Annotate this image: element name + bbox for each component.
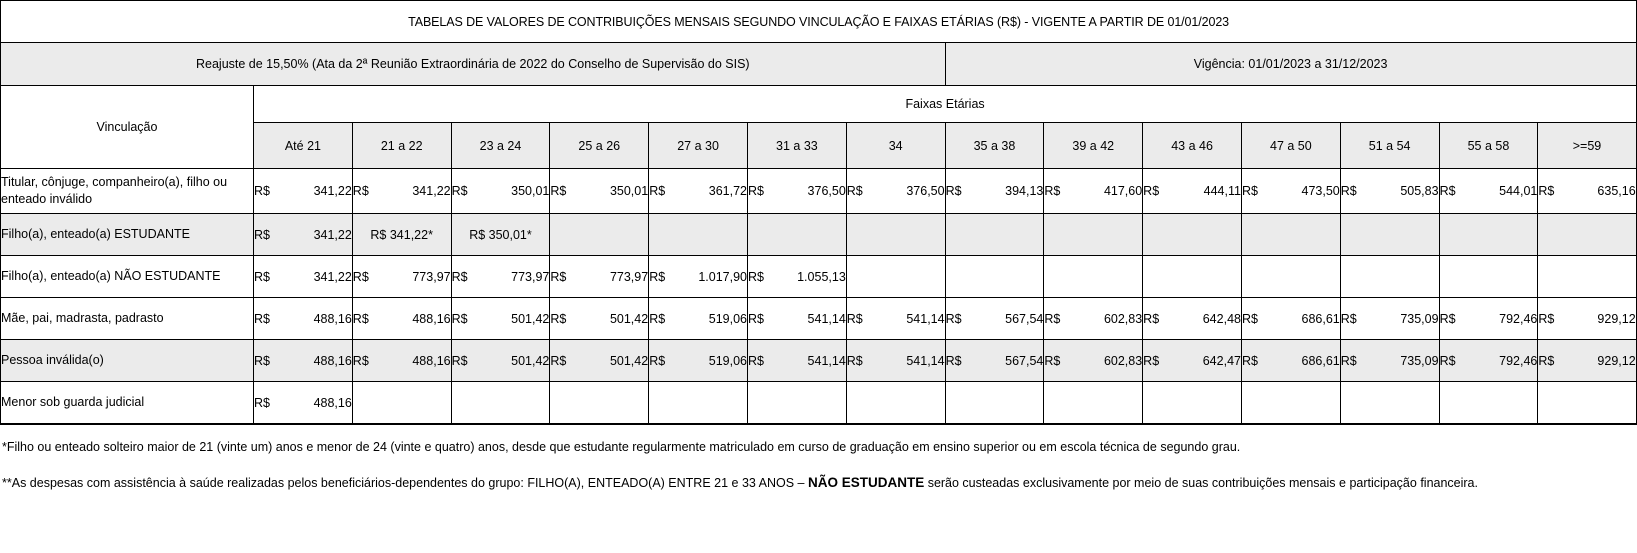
amount: 361,72 <box>708 184 747 198</box>
amount: 735,09 <box>1400 353 1439 368</box>
value-cell <box>1538 298 1637 340</box>
value-cell <box>1143 169 1242 214</box>
currency-symbol: R$ <box>747 184 764 198</box>
amount: 773,97 <box>609 269 649 284</box>
currency-symbol: R$ <box>1143 184 1160 198</box>
amount: 488,16 <box>313 311 352 326</box>
value-cell-empty <box>747 382 846 425</box>
row-label: Mãe, pai, madrasta, padrasto <box>1 298 254 340</box>
amount: 567,54 <box>1005 311 1044 326</box>
value-cell <box>550 340 649 382</box>
amount: 488,16 <box>412 311 451 326</box>
age-band-header-12: 55 a 58 <box>1439 123 1538 169</box>
amount: 602,83 <box>1103 311 1143 326</box>
value-cell-empty <box>1241 256 1340 298</box>
currency-symbol: R$ <box>649 353 666 368</box>
value-cell-empty <box>649 382 748 425</box>
currency-symbol: R$ <box>451 184 468 198</box>
value-cell <box>1241 298 1340 340</box>
currency-symbol: R$ <box>550 311 567 326</box>
amount: 417,60 <box>1103 184 1143 198</box>
amount: 341,22 <box>313 227 352 242</box>
row-label: Menor sob guarda judicial <box>1 382 254 425</box>
currency-symbol: R$ <box>945 311 962 326</box>
value-cell <box>550 256 649 298</box>
currency-symbol: R$ <box>550 184 567 198</box>
value-cell-empty <box>1143 256 1242 298</box>
amount: 792,46 <box>1499 353 1538 368</box>
currency-symbol: R$ <box>451 311 468 326</box>
footnote-2-suffix: serão custeadas exclusivamente por meio de suas contribuições mensais e participação financeira. <box>924 476 1478 491</box>
currency-symbol: R$ <box>352 311 369 326</box>
value-cell <box>1340 340 1439 382</box>
amount: 541,14 <box>807 311 846 326</box>
amount: 505,83 <box>1400 184 1439 198</box>
value-cell <box>451 169 550 214</box>
currency-symbol: R$ <box>1340 184 1357 198</box>
value-cell <box>747 169 846 214</box>
amount: 635,16 <box>1597 184 1636 198</box>
value-cell-empty <box>846 382 945 425</box>
currency-symbol: R$ <box>1439 353 1456 368</box>
value-cell <box>254 256 353 298</box>
title-row <box>1 1 1637 43</box>
value-cell: R$ 350,01* <box>451 214 550 256</box>
amount: 488,16 <box>412 353 451 368</box>
adjustment-note: Reajuste de 15,50% (Ata da 2ª Reunião Extraordinária de 2022 do Conselho de Supervisão do SIS) <box>1 43 946 86</box>
amount: 350,01 <box>511 184 550 198</box>
footnote-2-prefix: **As despesas com assistência à saúde realizadas pelos beneficiários-dependentes do grupo: FILHO(A), ENTEADO(A) ENTRE 21 e 33 ANOS – <box>2 476 808 491</box>
currency-symbol: R$ <box>352 353 369 368</box>
currency-symbol: R$ <box>747 311 764 326</box>
value-cell-empty <box>1044 256 1143 298</box>
value-cell-empty <box>1143 214 1242 256</box>
footnotes-block <box>0 428 1637 494</box>
value-cell <box>1241 340 1340 382</box>
amount: 686,61 <box>1301 311 1340 326</box>
value-cell-empty <box>1340 256 1439 298</box>
amount: 376,50 <box>906 184 945 198</box>
currency-symbol: R$ <box>1538 353 1555 368</box>
amount: 350,01 <box>609 184 649 198</box>
value-cell <box>1143 340 1242 382</box>
amount: 773,97 <box>412 269 451 284</box>
value-cell-empty <box>1538 256 1637 298</box>
validity-period: Vigência: 01/01/2023 a 31/12/2023 <box>945 43 1637 86</box>
value-cell <box>747 340 846 382</box>
amount: 341,22 <box>313 269 352 284</box>
amount: 501,42 <box>609 311 649 326</box>
value-cell <box>747 298 846 340</box>
value-cell-empty <box>846 256 945 298</box>
amount: 501,42 <box>511 311 550 326</box>
value-cell <box>1439 169 1538 214</box>
age-band-header-1: 21 a 22 <box>352 123 451 169</box>
amount: 501,42 <box>511 353 550 368</box>
amount: 567,54 <box>1005 353 1044 368</box>
currency-symbol: R$ <box>1538 311 1555 326</box>
currency-symbol: R$ <box>1044 184 1061 198</box>
value-cell-empty <box>1538 382 1637 425</box>
value-cell <box>254 169 353 214</box>
currency-symbol: R$ <box>747 353 764 368</box>
value-cell <box>649 256 748 298</box>
currency-symbol: R$ <box>1340 353 1357 368</box>
amount: 473,50 <box>1301 184 1340 198</box>
amount: 929,12 <box>1597 353 1636 368</box>
value-cell <box>846 340 945 382</box>
value-cell <box>451 298 550 340</box>
value-cell-empty <box>1044 382 1143 425</box>
value-cell <box>1044 298 1143 340</box>
amount: 488,16 <box>313 395 352 410</box>
amount: 541,14 <box>906 353 945 368</box>
currency-symbol: R$ <box>846 353 863 368</box>
currency-symbol: R$ <box>1340 311 1357 326</box>
currency-symbol: R$ <box>254 353 270 368</box>
value-cell <box>352 169 451 214</box>
table-row <box>1 256 1637 298</box>
column-header-vinculacao: Vinculação <box>1 86 254 169</box>
header-group-row <box>1 86 1637 123</box>
value-cell-empty <box>945 214 1044 256</box>
value-cell <box>1439 298 1538 340</box>
currency-symbol: R$ <box>1044 311 1061 326</box>
amount: 541,14 <box>906 311 945 326</box>
currency-symbol: R$ <box>550 353 567 368</box>
value-cell <box>451 340 550 382</box>
value-cell-empty <box>1241 214 1340 256</box>
value-cell <box>352 298 451 340</box>
amount: 341,22 <box>412 184 451 198</box>
currency-symbol: R$ <box>1143 311 1160 326</box>
value-cell-empty <box>1340 214 1439 256</box>
table-row <box>1 340 1637 382</box>
value-cell <box>649 298 748 340</box>
value-cell <box>254 214 353 256</box>
value-cell <box>649 340 748 382</box>
table-body <box>1 1 1637 425</box>
amount: 519,06 <box>708 353 747 368</box>
amount: 929,12 <box>1597 311 1636 326</box>
currency-symbol: R$ <box>1044 353 1061 368</box>
currency-symbol: R$ <box>451 353 468 368</box>
value-cell-empty <box>1340 382 1439 425</box>
value-cell <box>1143 298 1242 340</box>
footnote-single-asterisk: *Filho ou enteado solteiro maior de 21 (vinte um) anos e menor de 24 (vinte e quatro) anos, desde que estudante regularmente matriculado em curso de graduação em ensino superior ou em escola técnica de segundo grau. <box>2 440 1241 454</box>
age-band-header-9: 43 a 46 <box>1143 123 1242 169</box>
amount: 544,01 <box>1499 184 1538 198</box>
value-cell-empty <box>1439 214 1538 256</box>
age-band-header-2: 23 a 24 <box>451 123 550 169</box>
value-cell <box>1538 340 1637 382</box>
currency-symbol: R$ <box>1241 184 1258 198</box>
amount: 541,14 <box>807 353 846 368</box>
value-cell-empty <box>1439 382 1538 425</box>
currency-symbol: R$ <box>945 184 962 198</box>
currency-symbol: R$ <box>1538 184 1555 198</box>
value-cell-empty <box>1143 382 1242 425</box>
currency-symbol: R$ <box>846 311 863 326</box>
value-cell-empty <box>945 382 1044 425</box>
amount: 376,50 <box>807 184 846 198</box>
currency-symbol: R$ <box>352 184 369 198</box>
value-cell-empty <box>747 214 846 256</box>
amount: 1.017,90 <box>698 269 747 284</box>
value-cell <box>1538 169 1637 214</box>
value-cell <box>254 298 353 340</box>
page-title: TABELAS DE VALORES DE CONTRIBUIÇÕES MENSAIS SEGUNDO VINCULAÇÃO E FAIXAS ETÁRIAS (R$) - VIGENTE A PARTIR DE 01/01/2023 <box>1 1 1637 43</box>
table-row <box>1 298 1637 340</box>
value-cell-empty <box>352 382 451 425</box>
value-cell <box>352 256 451 298</box>
value-cell <box>254 340 353 382</box>
currency-symbol: R$ <box>352 269 369 284</box>
value-cell-empty <box>451 382 550 425</box>
age-band-header-13: >=59 <box>1538 123 1637 169</box>
amount: 602,83 <box>1103 353 1143 368</box>
table-row <box>1 169 1637 214</box>
age-band-header-5: 31 a 33 <box>747 123 846 169</box>
amount: 341,22 <box>313 184 352 198</box>
age-band-header-6: 34 <box>846 123 945 169</box>
value-cell-empty <box>1241 382 1340 425</box>
value-cell <box>451 256 550 298</box>
value-cell <box>945 298 1044 340</box>
value-cell <box>846 169 945 214</box>
value-cell <box>352 340 451 382</box>
value-cell <box>1044 340 1143 382</box>
currency-symbol: R$ <box>550 269 567 284</box>
value-cell <box>945 340 1044 382</box>
amount: 686,61 <box>1301 353 1340 368</box>
age-band-header-4: 27 a 30 <box>649 123 748 169</box>
value-cell <box>550 298 649 340</box>
amount: 642,47 <box>1202 353 1241 368</box>
value-cell-empty <box>550 382 649 425</box>
value-cell-empty <box>1538 214 1637 256</box>
amount: 773,97 <box>511 269 550 284</box>
value-cell <box>1340 169 1439 214</box>
footnote-2-emphasis: NÃO ESTUDANTE <box>807 475 925 491</box>
value-cell <box>550 169 649 214</box>
amount: 394,13 <box>1005 184 1044 198</box>
row-label: Pessoa inválida(o) <box>1 340 254 382</box>
value-cell-empty <box>945 256 1044 298</box>
amount: 1.055,13 <box>797 269 846 284</box>
amount: 792,46 <box>1499 311 1538 326</box>
value-cell <box>254 382 353 425</box>
value-cell: R$ 341,22* <box>352 214 451 256</box>
currency-symbol: R$ <box>451 269 468 284</box>
age-band-header-7: 35 a 38 <box>945 123 1044 169</box>
age-band-header-8: 39 a 42 <box>1044 123 1143 169</box>
subtitle-row <box>1 43 1637 86</box>
table-row <box>1 214 1637 256</box>
currency-symbol: R$ <box>649 184 666 198</box>
value-cell <box>846 298 945 340</box>
value-cell <box>747 256 846 298</box>
currency-symbol: R$ <box>747 269 764 284</box>
amount: 444,11 <box>1203 184 1241 198</box>
row-label: Titular, cônjuge, companheiro(a), filho ou enteado inválido <box>1 169 254 214</box>
amount: 519,06 <box>708 311 747 326</box>
currency-symbol: R$ <box>254 395 270 410</box>
value-cell-empty <box>1439 256 1538 298</box>
row-label: Filho(a), enteado(a) ESTUDANTE <box>1 214 254 256</box>
age-band-header-3: 25 a 26 <box>550 123 649 169</box>
value-cell-empty <box>649 214 748 256</box>
amount: 735,09 <box>1400 311 1439 326</box>
row-label: Filho(a), enteado(a) NÃO ESTUDANTE <box>1 256 254 298</box>
currency-symbol: R$ <box>254 227 270 242</box>
currency-symbol: R$ <box>649 311 666 326</box>
amount: 501,42 <box>609 353 649 368</box>
currency-symbol: R$ <box>1143 353 1160 368</box>
amount: 488,16 <box>313 353 352 368</box>
value-cell <box>1439 340 1538 382</box>
value-cell-empty <box>550 214 649 256</box>
amount: 642,48 <box>1202 311 1241 326</box>
value-cell <box>1044 169 1143 214</box>
value-cell-empty <box>1044 214 1143 256</box>
currency-symbol: R$ <box>846 184 863 198</box>
footnote-double-asterisk <box>0 473 1637 494</box>
value-cell <box>649 169 748 214</box>
age-band-header-0: Até 21 <box>254 123 353 169</box>
value-cell <box>1340 298 1439 340</box>
column-group-header-faixas-etarias: Faixas Etárias <box>254 86 1637 123</box>
currency-symbol: R$ <box>945 353 962 368</box>
age-band-header-10: 47 a 50 <box>1241 123 1340 169</box>
currency-symbol: R$ <box>1241 311 1258 326</box>
currency-symbol: R$ <box>1439 184 1456 198</box>
age-band-header-11: 51 a 54 <box>1340 123 1439 169</box>
currency-symbol: R$ <box>1439 311 1456 326</box>
currency-symbol: R$ <box>254 311 270 326</box>
currency-symbol: R$ <box>1241 353 1258 368</box>
table-row <box>1 382 1637 425</box>
currency-symbol: R$ <box>254 269 270 284</box>
currency-symbol: R$ <box>649 269 666 284</box>
currency-symbol: R$ <box>254 184 270 198</box>
value-cell <box>1241 169 1340 214</box>
value-cell-empty <box>846 214 945 256</box>
value-cell <box>945 169 1044 214</box>
